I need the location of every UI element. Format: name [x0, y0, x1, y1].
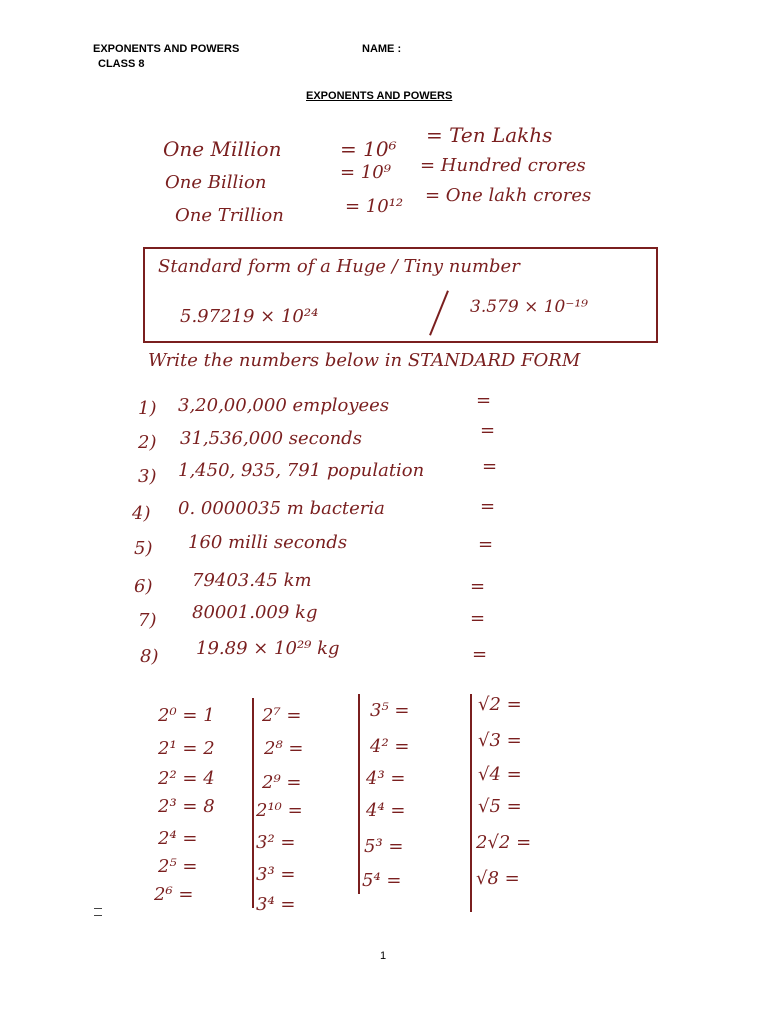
- item-number: 5): [134, 538, 153, 559]
- item-number: 2): [138, 432, 157, 453]
- exercise-instruction: Write the numbers below in STANDARD FORM: [148, 350, 581, 371]
- root-cell: √2 =: [478, 694, 522, 715]
- item-text: 1,450, 935, 791 population: [178, 460, 425, 481]
- power-cell: 2⁵ =: [158, 856, 198, 877]
- item-equals: =: [478, 534, 494, 555]
- standard-example-tiny: 3.579 × 10⁻¹⁹: [470, 297, 588, 317]
- name-label: NAME :: [362, 43, 402, 55]
- item-equals: =: [472, 644, 488, 665]
- item-equals: =: [482, 456, 498, 477]
- power-cell: 3² =: [256, 832, 296, 853]
- item-number: 3): [138, 466, 157, 487]
- power-cell: 2⁰ = 1: [158, 705, 215, 726]
- power-cell: 2⁶ =: [154, 884, 194, 905]
- million-alt: = Ten Lakhs: [426, 123, 553, 147]
- root-cell: √3 =: [478, 730, 522, 751]
- standard-form-heading: Standard form of a Huge / Tiny number: [158, 256, 520, 277]
- standard-example-huge: 5.97219 × 10²⁴: [180, 306, 319, 327]
- power-cell: 2⁷ =: [262, 705, 302, 726]
- item-text: 0. 0000035 m bacteria: [178, 498, 385, 519]
- power-cell: 5³ =: [364, 836, 404, 857]
- root-cell: √5 =: [478, 796, 522, 817]
- power-cell: 2⁸ =: [264, 738, 304, 759]
- billion-eq: = 10⁹: [340, 162, 391, 183]
- column-divider: [252, 698, 254, 908]
- subject-title: EXPONENTS AND POWERS: [93, 43, 240, 55]
- power-cell: 2⁹ =: [262, 772, 302, 793]
- billion-alt: = Hundred crores: [420, 155, 586, 176]
- column-divider: [470, 694, 472, 912]
- trillion-eq: = 10¹²: [345, 196, 404, 217]
- power-cell: 3³ =: [256, 864, 296, 885]
- root-cell: 2√2 =: [476, 832, 532, 853]
- trillion-name: One Trillion: [175, 205, 284, 226]
- power-cell: 2³ = 8: [158, 796, 215, 817]
- item-equals: =: [476, 390, 492, 411]
- power-cell: 3⁵ =: [370, 700, 410, 721]
- power-cell: 4² =: [370, 736, 410, 757]
- root-cell: √8 =: [476, 868, 520, 889]
- item-number: 4): [132, 503, 151, 524]
- item-text: 19.89 × 10²⁹ kg: [196, 638, 340, 659]
- trillion-alt: = One lakh crores: [425, 185, 592, 206]
- item-equals: =: [470, 608, 486, 629]
- item-text: 80001.009 kg: [192, 602, 318, 623]
- item-text: 31,536,000 seconds: [180, 428, 362, 449]
- million-name: One Million: [163, 137, 282, 161]
- power-cell: 2¹⁰ =: [256, 800, 303, 821]
- power-cell: 2² = 4: [158, 768, 215, 789]
- class-label: CLASS 8: [98, 58, 145, 70]
- billion-name: One Billion: [165, 172, 267, 193]
- power-cell: 2¹ = 2: [158, 738, 215, 759]
- item-text: 3,20,00,000 employees: [178, 395, 390, 416]
- item-number: 8): [140, 646, 159, 667]
- page-title: EXPONENTS AND POWERS: [306, 90, 453, 102]
- item-number: 6): [134, 576, 153, 597]
- power-cell: 2⁴ =: [158, 828, 198, 849]
- page-number: 1: [380, 950, 387, 962]
- scan-mark: [94, 908, 102, 916]
- item-text: 160 milli seconds: [188, 532, 348, 553]
- power-cell: 4⁴ =: [366, 800, 406, 821]
- item-equals: =: [480, 496, 496, 517]
- power-cell: 3⁴ =: [256, 894, 296, 915]
- item-number: 7): [138, 610, 157, 631]
- item-text: 79403.45 km: [192, 570, 312, 591]
- root-cell: √4 =: [478, 764, 522, 785]
- power-cell: 5⁴ =: [362, 870, 402, 891]
- item-equals: =: [480, 420, 496, 441]
- column-divider: [358, 694, 360, 894]
- item-equals: =: [470, 576, 486, 597]
- item-number: 1): [138, 398, 157, 419]
- power-cell: 4³ =: [366, 768, 406, 789]
- million-eq: = 10⁶: [340, 137, 397, 161]
